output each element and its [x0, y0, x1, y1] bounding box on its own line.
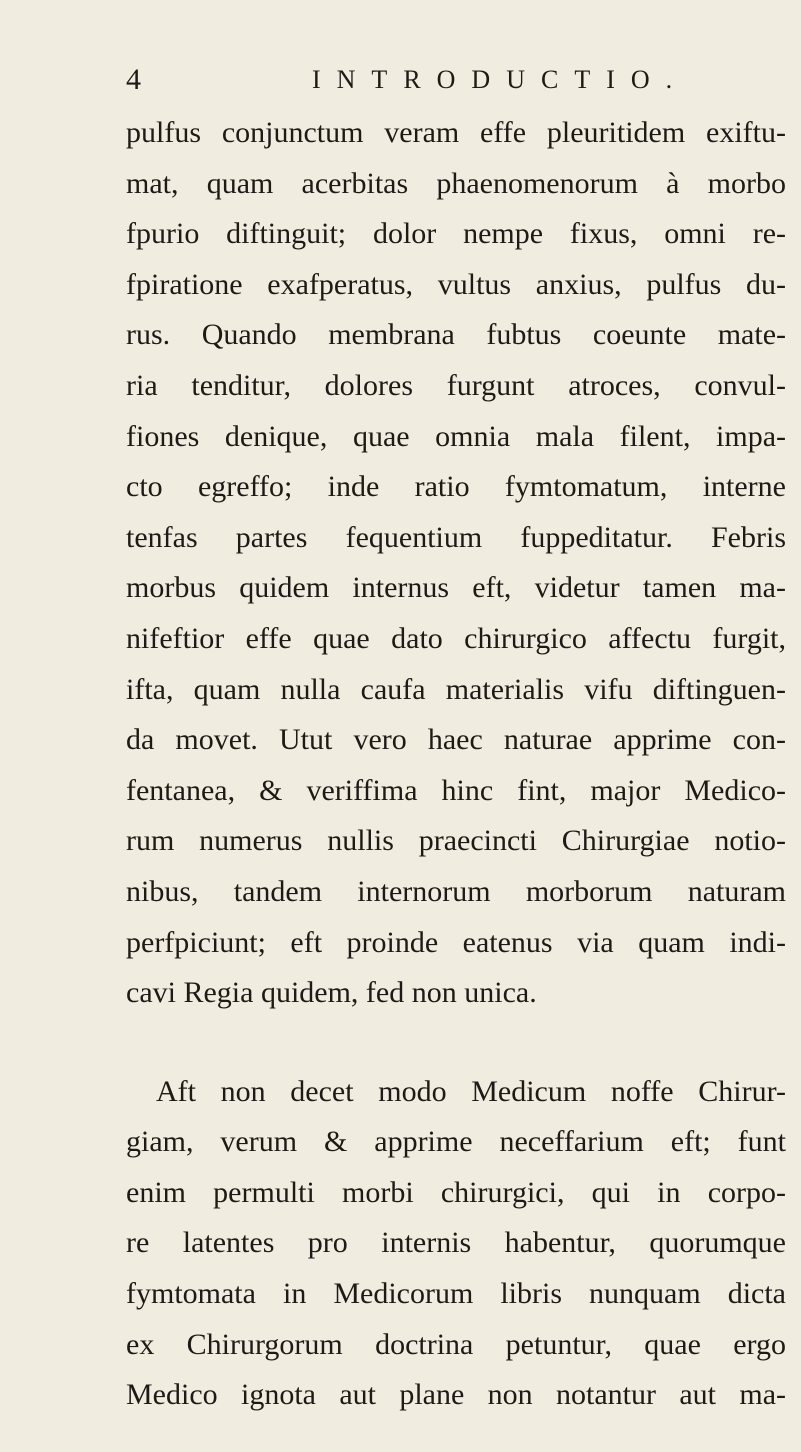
- text-line: giam, verum & apprime neceffarium eft; funt: [126, 1125, 786, 1159]
- text-line: morbus quidem internus eft, videtur tamen ma-: [126, 571, 786, 605]
- text-line: tenfas partes fequentium fuppeditatur. Febris: [126, 520, 786, 554]
- text-line: rus. Quando membrana fubtus coeunte mate-: [126, 318, 786, 352]
- text-line: ria tenditur, dolores furgunt atroces, convul-: [126, 368, 786, 402]
- text-line: nibus, tandem internorum morborum naturam: [126, 874, 786, 908]
- page-number: 4: [126, 63, 141, 96]
- text-line: pulfus conjunctum veram effe pleuritidem exiftu-: [126, 116, 786, 149]
- text-line: re latentes pro internis habentur, quorumque: [126, 1226, 786, 1260]
- text-line: nifeftior effe quae dato chirurgico affectu furgit,: [126, 621, 786, 655]
- text-line: fpurio diftinguit; dolor nempe fixus, omni re-: [126, 217, 786, 251]
- text-line: Aft non decet modo Medicum noffe Chirur-: [156, 1074, 786, 1108]
- running-head: INTRODUCTIO.: [312, 65, 689, 94]
- text-line: enim permulti morbi chirurgici, qui in corpo-: [126, 1175, 786, 1209]
- text-line: fiones denique, quae omnia mala filent, impa-: [126, 419, 786, 453]
- body-text: [126, 108, 786, 1421]
- page-header: [126, 60, 786, 100]
- text-line: Medico ignota aut plane non notantur aut ma-: [126, 1378, 786, 1412]
- paragraph: [126, 108, 786, 1019]
- text-line: ex Chirurgorum doctrina petuntur, quae ergo: [126, 1327, 786, 1361]
- text-line: fentanea, & veriffima hinc fint, major Medico-: [126, 773, 786, 807]
- text-line: rum numerus nullis praecincti Chirurgiae notio-: [126, 824, 786, 858]
- paragraph: [126, 1067, 786, 1421]
- text-line: da movet. Utut vero haec naturae apprime con-: [126, 723, 786, 757]
- text-line: fymtomata in Medicorum libris nunquam dicta: [126, 1277, 786, 1311]
- text-line: mat, quam acerbitas phaenomenorum à morbo: [126, 166, 786, 200]
- text-line: cto egreffo; inde ratio fymtomatum, interne: [126, 470, 786, 504]
- paragraph-gap: [126, 1019, 786, 1067]
- text-line: perfpiciunt; eft proinde eatenus via quam indi-: [126, 925, 786, 959]
- text-line: cavi Regia quidem, fed non unica.: [126, 976, 537, 1010]
- text-line: ifta, quam nulla caufa materialis vifu diftinguen-: [126, 672, 786, 706]
- text-line: fpiratione exafperatus, vultus anxius, pulfus du-: [126, 267, 786, 301]
